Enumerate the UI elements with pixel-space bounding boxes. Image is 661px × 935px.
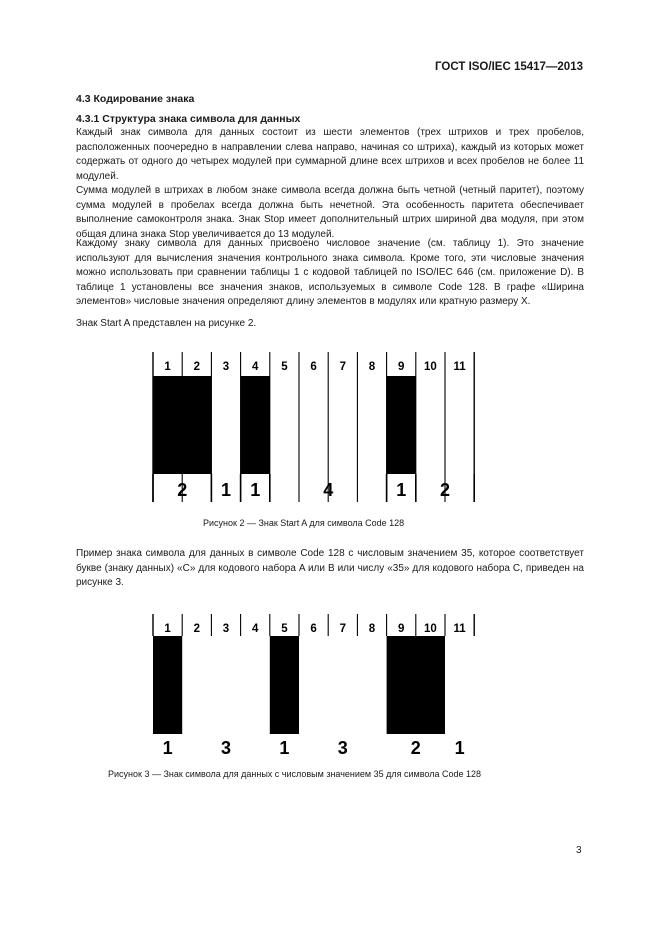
figure-2-caption: Рисунок 2 — Знак Start A для символа Code 128	[203, 518, 405, 528]
figure-3-value-35	[145, 608, 485, 760]
bar-element	[153, 636, 182, 734]
module-number: 2	[193, 623, 201, 635]
module-number: 3	[222, 361, 230, 373]
bar-element	[153, 376, 211, 474]
module-number: 11	[453, 623, 466, 635]
figure-3-caption: Рисунок 3 — Знак символа для данных с числовым значением 35 для символа Code 128	[108, 769, 481, 779]
element-width-label: 1	[220, 480, 232, 500]
module-number: 1	[164, 361, 171, 373]
page-number: 3	[576, 845, 582, 856]
bar-element	[241, 376, 270, 474]
element-width-label: 3	[337, 738, 348, 758]
module-number: 4	[251, 361, 259, 373]
module-number: 9	[397, 623, 405, 635]
paragraph-3: Каждому знаку символа для данных присвоено числовое значение (см. таблицу 1). Это значение используют для вычисления значения контрольного знака символа. Кроме того, эти числовые значения можно использовать при сравнении таблицы 1 с кодовой таблицей по ISO/IEC 646 (см. приложение D). В таблице 1 установлены все значения знаков, используемых в символе Code 128. В графе «Ширина элементов» числовые значения определяют длину элементов в модулях или кратную размеру X.	[76, 238, 584, 308]
module-number: 11	[453, 361, 466, 373]
module-number: 5	[281, 623, 288, 635]
module-number: 7	[339, 623, 347, 635]
module-number: 10	[424, 361, 437, 373]
module-number: 3	[222, 623, 230, 635]
paragraph-4: Знак Start A представлен на рисунке 2.	[76, 318, 257, 329]
element-width-label: 4	[323, 480, 334, 500]
module-number: 6	[310, 623, 317, 635]
paragraph-5: Пример знака символа для данных в символе Code 128 с числовым значением 35, которое соответствует букве (знаку данных) «С» для кодового набора A или B или числу «35» для кодового набора С, приведен на рисунке 3.	[76, 548, 584, 589]
element-width-label: 1	[396, 480, 407, 500]
module-number: 6	[310, 361, 317, 373]
element-width-label: 2	[439, 480, 451, 500]
document-header: ГОСТ ISO/IEC 15417—2013	[435, 61, 583, 73]
module-number: 9	[397, 361, 405, 373]
bar-element	[387, 636, 445, 734]
module-number: 7	[339, 361, 347, 373]
module-number: 4	[251, 623, 259, 635]
paragraph-1: Каждый знак символа для данных состоит из шести элементов (трех штрихов и трех пробелов, расположенных поочередно в направлении слева направо, начиная со штриха), каждый из которых может содержать от одного до четырех модулей при суммарной длине всех штрихов и всех пробелов не более 11 модулей.	[76, 127, 584, 182]
module-number: 1	[164, 623, 171, 635]
module-number: 2	[193, 361, 201, 373]
element-width-label: 1	[250, 480, 261, 500]
bar-element	[270, 636, 299, 734]
bar-element	[387, 376, 416, 474]
element-width-label: 1	[279, 738, 290, 758]
section-title: 4.3 Кодирование знака	[76, 93, 195, 105]
module-number: 10	[424, 623, 437, 635]
figure-2-start-a	[145, 346, 485, 506]
subsection-title: 4.3.1 Структура знака символа для данных	[76, 113, 301, 125]
module-number: 8	[368, 623, 376, 635]
element-width-label: 2	[410, 738, 421, 758]
paragraph-2: Сумма модулей в штрихах в любом знаке символа всегда должна быть четной (четный паритет), поэтому сумма модулей в пробелах всегда должна быть нечетной. Эта особенность паритета обеспечивает выполнение самоконтроля знака. Знак Stop имеет дополнительный штрих шириной два модуля, при этом общая длина знака Stop увеличивается до 13 модулей.	[76, 185, 584, 240]
module-number: 8	[368, 361, 376, 373]
element-width-label: 1	[162, 738, 173, 758]
element-width-label: 1	[454, 738, 465, 758]
element-width-label: 3	[220, 738, 232, 758]
element-width-label: 2	[177, 480, 188, 500]
module-number: 5	[281, 361, 288, 373]
